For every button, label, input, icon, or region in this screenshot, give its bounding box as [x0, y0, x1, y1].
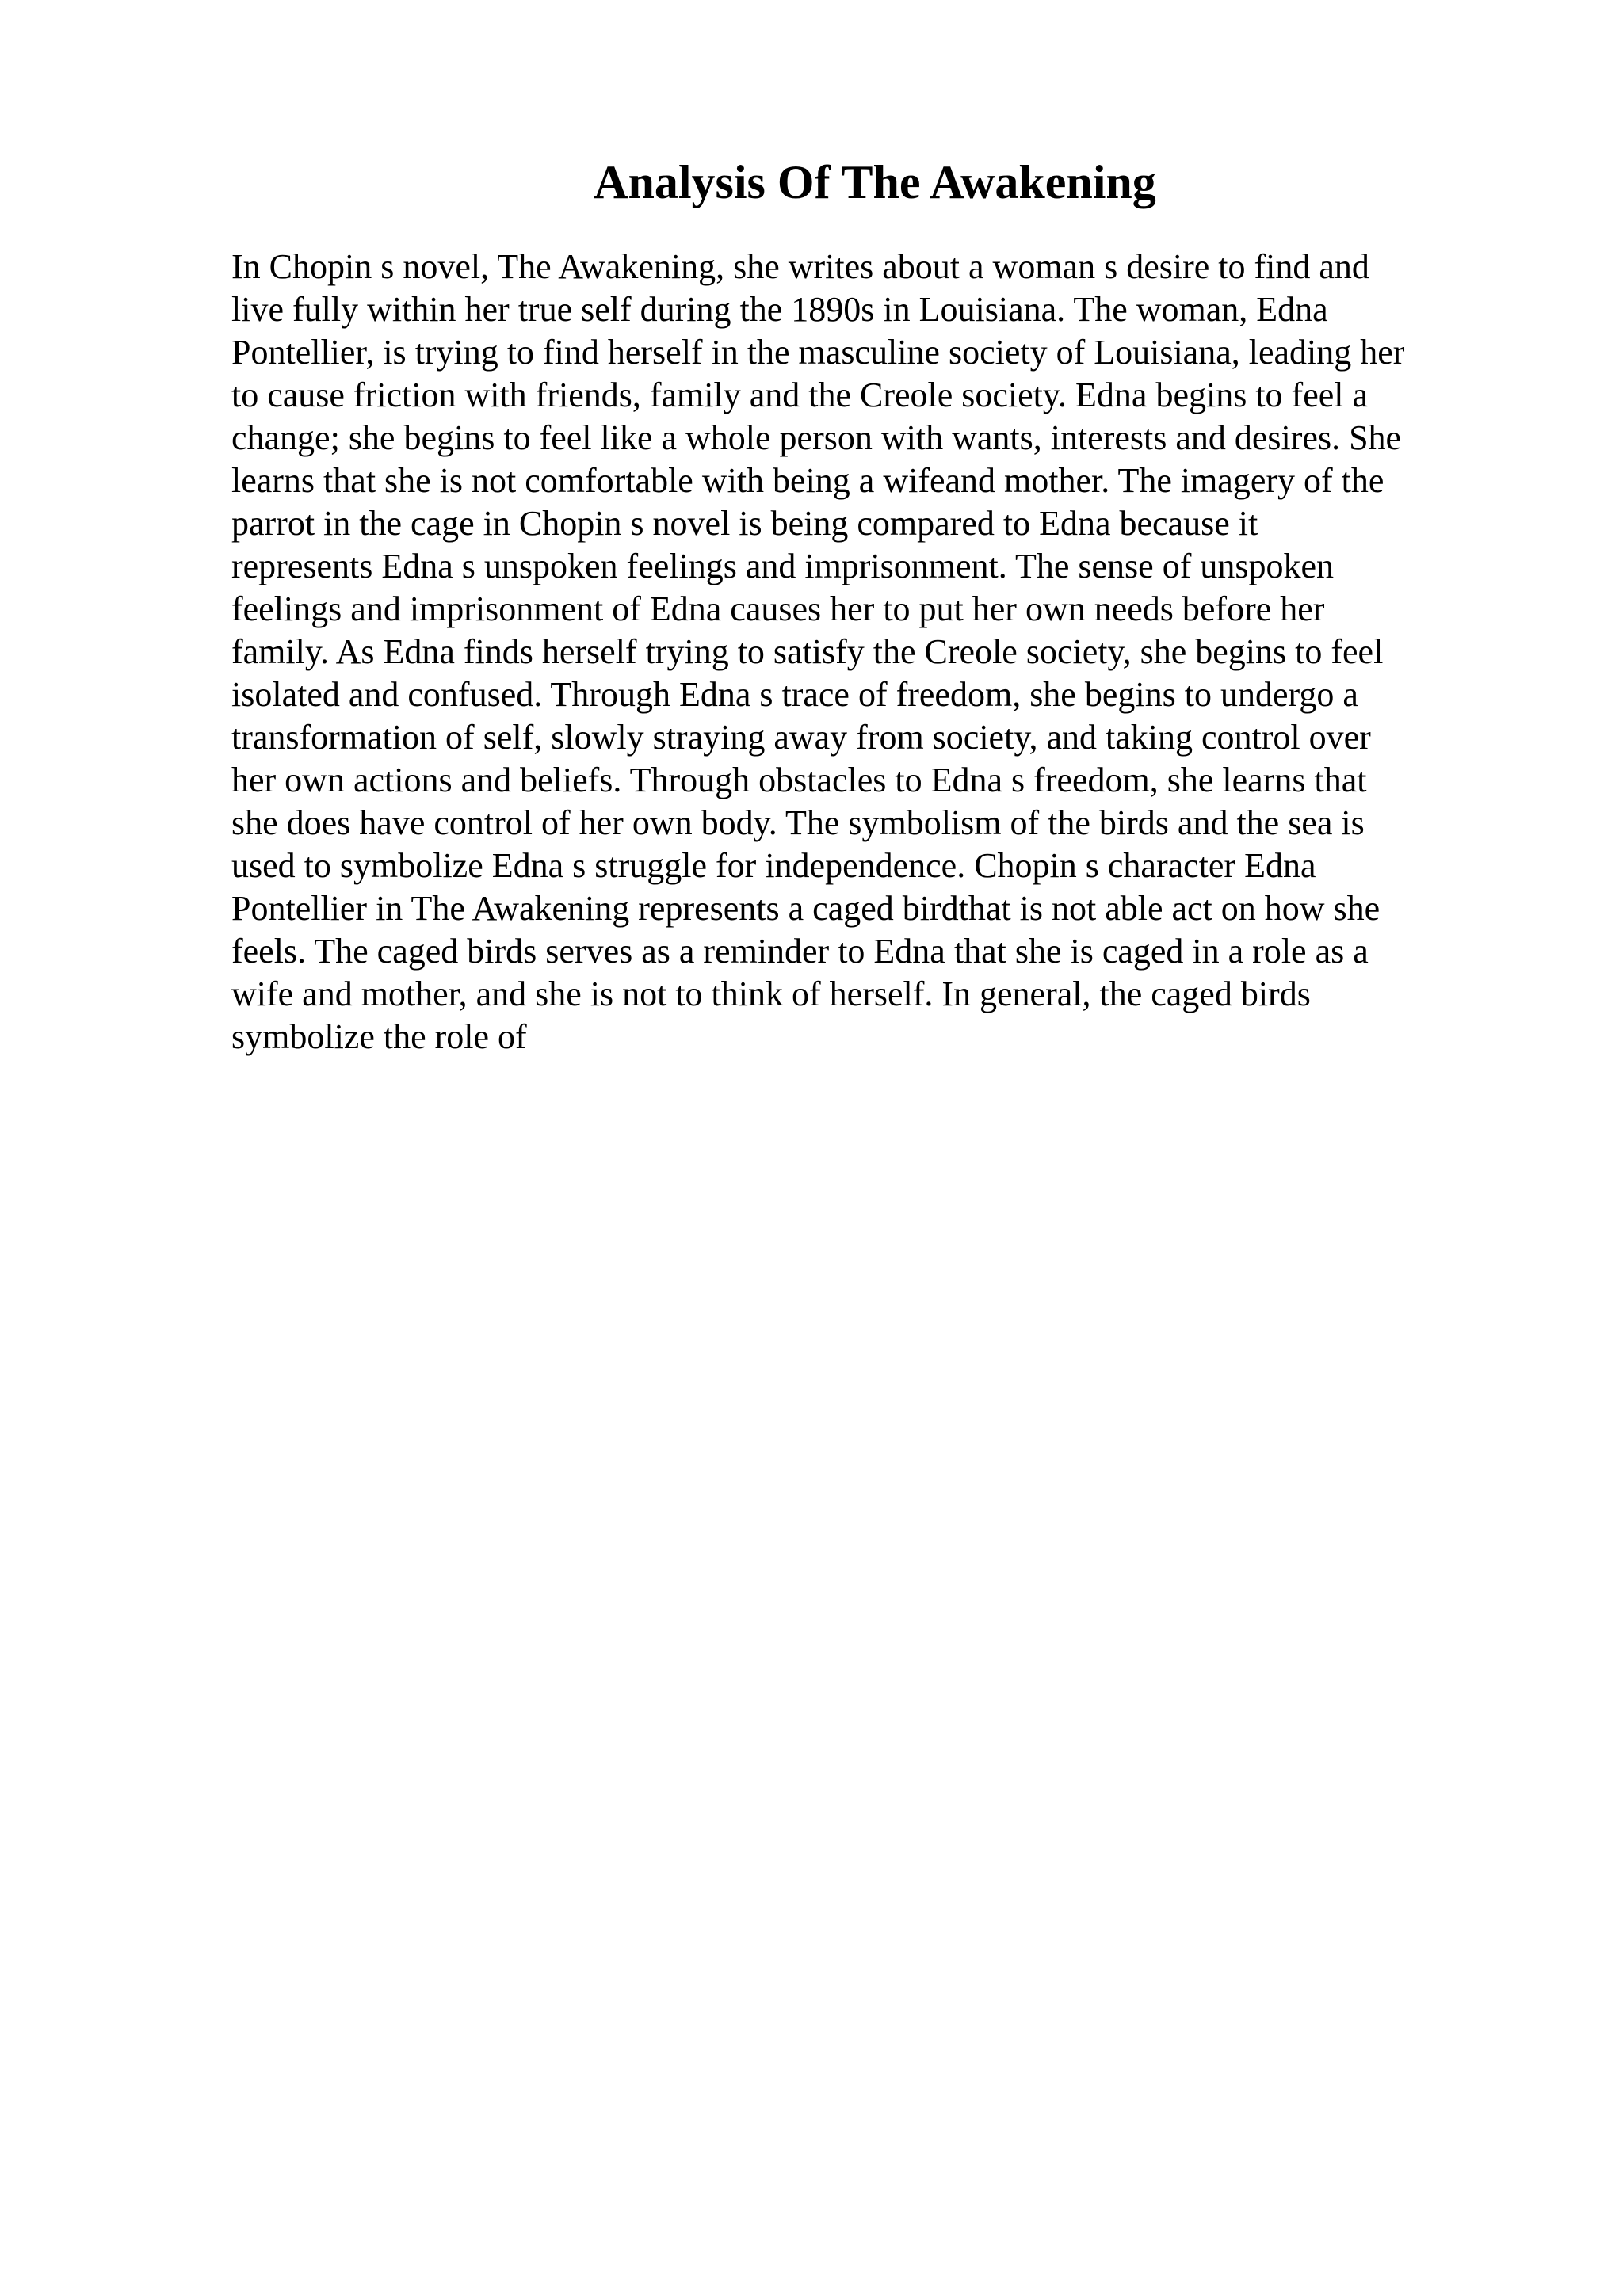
body-line: feelings and imprisonment of Edna causes her to put her own needs before her — [231, 589, 1325, 628]
body-line: Pontellier, is trying to find herself in the masculine society of Louisiana, leading her — [231, 333, 1405, 372]
document-body — [231, 246, 1484, 1058]
body-line: to cause friction with friends, family and the Creole society. Edna begins to feel a — [231, 376, 1369, 414]
body-line: live fully within her true self during the 1890s in Louisiana. The woman, Edna — [231, 290, 1328, 329]
body-line: she does have control of her own body. The symbolism of the birds and the sea is — [231, 803, 1365, 842]
body-line: parrot in the cage in Chopin s novel is being compared to Edna because it — [231, 504, 1258, 543]
body-line: isolated and confused. Through Edna s trace of freedom, she begins to undergo a — [231, 675, 1358, 714]
document-title: Analysis Of The Awakening — [594, 156, 1156, 208]
body-line: used to symbolize Edna s struggle for independence. Chopin s character Edna — [231, 846, 1316, 885]
body-line: wife and mother, and she is not to think of herself. In general, the caged birds — [231, 974, 1311, 1013]
body-line: her own actions and beliefs. Through obstacles to Edna s freedom, she learns that — [231, 761, 1367, 799]
body-line: change; she begins to feel like a whole person with wants, interests and desires. She — [231, 418, 1402, 457]
body-line: Pontellier in The Awakening represents a caged birdthat is not able act on how she — [231, 889, 1381, 928]
body-line: symbolize the role of — [231, 1017, 527, 1056]
body-line: feels. The caged birds serves as a reminder to Edna that she is caged in a role as a — [231, 932, 1369, 971]
body-line: learns that she is not comfortable with being a wifeand mother. The imagery of the — [231, 461, 1384, 500]
body-line: family. As Edna finds herself trying to satisfy the Creole society, she begins to feel — [231, 632, 1384, 671]
body-line: In Chopin s novel, The Awakening, she writes about a woman s desire to find and — [231, 247, 1369, 286]
body-line: represents Edna s unspoken feelings and imprisonment. The sense of unspoken — [231, 547, 1335, 585]
body-line: transformation of self, slowly straying away from society, and taking control over — [231, 718, 1371, 757]
